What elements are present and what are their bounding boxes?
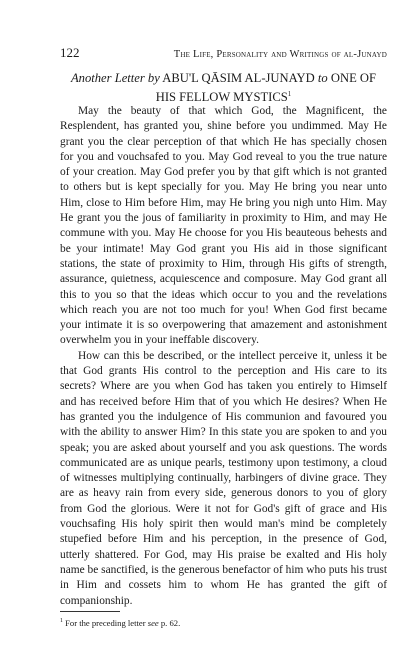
footnote-rule: [60, 611, 120, 612]
running-head: The Life, Personality and Writings of al-Junayd: [173, 49, 387, 60]
paragraph-1: May the beauty of that which God, the Magnificent, the Resplendent, has granted you, shine before you undimmed. May He grant you the clear perception of that which He has specially chosen for you and vouchsafed to you. May God reveal to you the true nature of your creation. May God prefer you by that gift which is not granted to others but is kept specially for you. May He bring you near unto Him, close to Him before Him, may He bring you nigh unto Him. May He grant you the jous of familiarity in proximity to Him, and may He commune with you. May He choose for you His beauteous behests and be your intimate! May God grant you His aid in those significant stations, the state of proximity to Him, through His gifts of strength, assurance, quietness, acquiescence and composure. May God grant all this to you so that the ideas which occur to you and the revelations which reach you are not too much for you! When God first became your intimate it is so overpowering that amazement and astonishment overwhelm you in your ineffable discovery.: [60, 105, 387, 347]
title-footnote-mark: 1: [287, 90, 292, 98]
footnote: [60, 616, 387, 629]
page-number: 122: [60, 45, 80, 60]
footnote-mark: 1: [60, 618, 63, 624]
title-recipient: ONE OF HIS FELLOW MYSTICS: [155, 71, 377, 105]
letter-body: [60, 104, 387, 609]
footnote-see: see: [147, 617, 159, 628]
letter-title: [60, 70, 387, 105]
page-header: [60, 45, 387, 61]
title-intro: Another Letter by: [70, 71, 160, 85]
paragraph-2: How can this be described, or the intellect perceive it, unless it be that God grants His control to the perception and His care to its secrets? Where are you when God has taken you entirely to Himself and has received before Him that of you which He desires? When He has granted you the indulgence of His communion and favoured you with the ability to answer Him? In this state you are spoken to and you speak; you are asked about yourself and you ask questions. The words communicated are as unique pearls, testimony upon testimony, a cloud of witnesses multiplying continually, harbingers of divine grace. They are as heavy rain from every side, generous donors to you of glory from God the glorious. Were it not for God's gift of grace and His vouchsafing His holy spirit then would man's mind be completely stupefied before Him and his perception, in the presence of God, utterly shattered. For God, may His praise be exalted and His holy name be sanctified, is the generous benefactor of him who puts his trust in Him and cossets him to whom He has granted the gift of companionship.: [60, 349, 387, 607]
footnote-text: For the preceding letter: [65, 617, 146, 628]
title-author: ABU'L QĀSIM AL-JUNAYD: [162, 71, 315, 85]
title-to: to: [317, 71, 328, 85]
footnote-ref: p. 62.: [160, 617, 181, 628]
